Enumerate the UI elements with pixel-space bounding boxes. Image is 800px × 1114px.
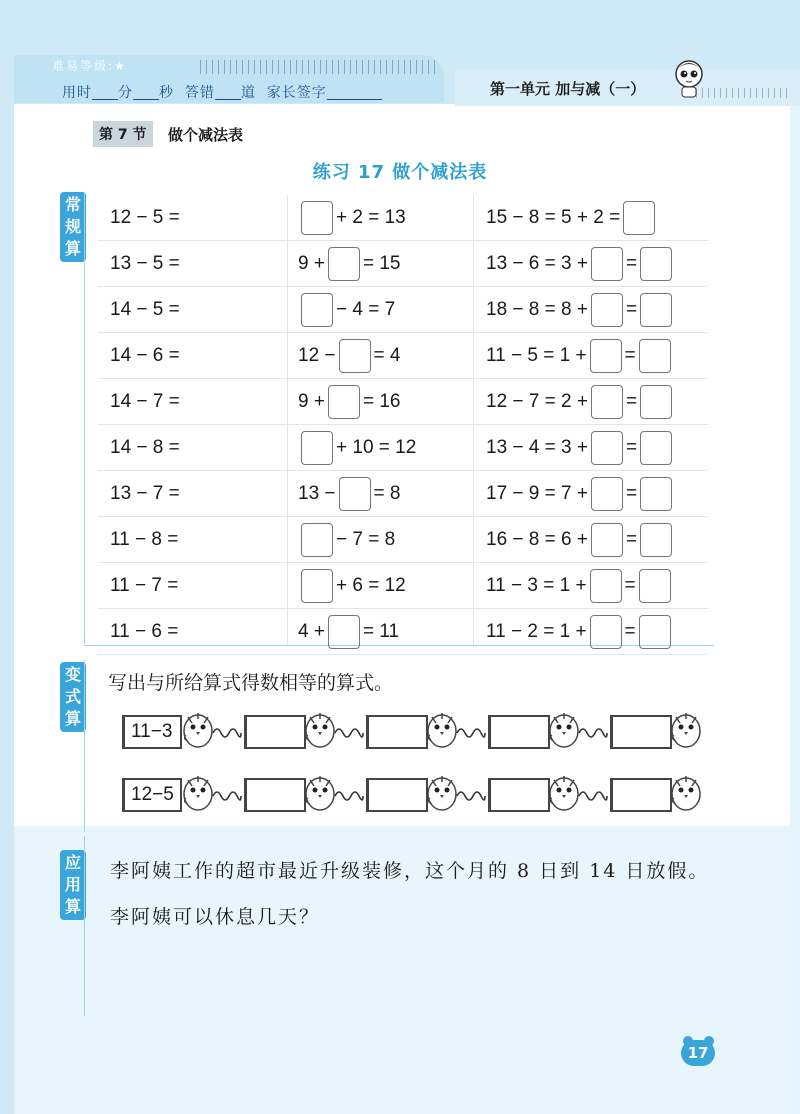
mascot-icon bbox=[672, 58, 706, 98]
expression-text: = bbox=[625, 482, 638, 504]
expression-text: 13 − 4 = 3 + bbox=[486, 436, 588, 458]
answer-box[interactable] bbox=[610, 715, 672, 749]
col1-expression bbox=[110, 241, 218, 286]
expression-text: 11 − 8 = bbox=[110, 528, 179, 550]
table-row bbox=[98, 333, 708, 379]
expression-text: 11 − 2 = 1 + bbox=[486, 620, 587, 642]
expression-text: 13 − bbox=[298, 482, 336, 504]
unit-title: 第一单元 加与减（一） bbox=[490, 80, 646, 98]
table-row bbox=[98, 471, 708, 517]
bird-icon bbox=[180, 772, 216, 812]
ruler-ticks bbox=[200, 60, 440, 74]
squiggle-connector bbox=[212, 788, 242, 804]
exercise-title: 练习 17 做个减法表 bbox=[312, 162, 488, 183]
answer-box[interactable] bbox=[640, 431, 672, 465]
expression-text: 13 − 6 = 3 + bbox=[486, 252, 588, 274]
bird-icon bbox=[668, 709, 704, 749]
col2-expression bbox=[298, 517, 395, 562]
answer-box[interactable] bbox=[366, 715, 428, 749]
bird-icon bbox=[180, 709, 216, 749]
answer-box[interactable] bbox=[640, 477, 672, 511]
expression-text: = 16 bbox=[362, 390, 401, 412]
wrong-unit-label: 道 bbox=[240, 85, 256, 101]
expression-text: 15 − 8 = 5 + 2 = bbox=[486, 206, 621, 228]
squiggle-connector bbox=[578, 725, 608, 741]
col2-expression bbox=[298, 195, 406, 240]
expression-text: 14 − 6 = bbox=[110, 344, 180, 366]
col1-expression bbox=[110, 517, 216, 562]
subtraction-table bbox=[98, 195, 708, 655]
col3-expression bbox=[486, 609, 674, 654]
answer-box[interactable] bbox=[639, 339, 671, 373]
answer-box[interactable] bbox=[328, 247, 360, 281]
expression-text: 18 − 8 = 8 + bbox=[486, 298, 588, 320]
right-margin-band bbox=[790, 104, 800, 1114]
col1-expression bbox=[110, 609, 216, 654]
expression-text: 13 − 5 = bbox=[110, 252, 180, 274]
answer-box[interactable] bbox=[591, 523, 623, 557]
col3-expression bbox=[486, 241, 675, 286]
expression-text: − 7 = 8 bbox=[336, 528, 396, 550]
left-margin-band bbox=[0, 104, 14, 1114]
squiggle-connector bbox=[578, 788, 608, 804]
bird-icon bbox=[668, 772, 704, 812]
bird-icon bbox=[546, 772, 582, 812]
table-row bbox=[98, 563, 708, 609]
col1-expression bbox=[110, 333, 218, 378]
expression-text: = bbox=[625, 298, 638, 320]
minutes-label: 分 bbox=[118, 85, 133, 101]
col1-expression bbox=[110, 563, 216, 608]
answer-box[interactable] bbox=[623, 201, 655, 235]
timing-line bbox=[62, 82, 382, 102]
bird-icon bbox=[302, 772, 338, 812]
answer-box[interactable] bbox=[339, 339, 371, 373]
col2-expression bbox=[298, 241, 400, 286]
expression-text: = bbox=[624, 574, 636, 596]
col2-expression bbox=[298, 333, 400, 378]
table-row bbox=[98, 379, 708, 425]
wrong-count-blank[interactable] bbox=[215, 85, 241, 100]
time-used-label: 用时 bbox=[62, 85, 92, 101]
expression-text: 13 − 7 = bbox=[110, 482, 180, 504]
expression-text: = 15 bbox=[362, 252, 401, 274]
expression-text: = 11 bbox=[362, 620, 400, 642]
page-number: 17 bbox=[681, 1040, 715, 1066]
bird-icon bbox=[302, 709, 338, 749]
col2-expression bbox=[298, 379, 400, 424]
answer-box[interactable] bbox=[301, 431, 333, 465]
expression-text: = bbox=[625, 390, 638, 412]
answer-box[interactable] bbox=[591, 431, 623, 465]
bird-icon bbox=[546, 709, 582, 749]
parent-signature-blank[interactable] bbox=[327, 85, 382, 100]
expression-text: 12 − 7 = 2 + bbox=[486, 390, 588, 412]
expression-text: = bbox=[625, 252, 638, 274]
table-row bbox=[98, 425, 708, 471]
expression-text: = bbox=[624, 344, 636, 366]
expression-text: 11 − 6 = bbox=[110, 620, 179, 642]
table-row bbox=[98, 241, 708, 287]
col2-expression bbox=[298, 425, 416, 470]
col3-expression bbox=[486, 471, 675, 516]
col1-expression bbox=[110, 287, 218, 332]
expression-text: 11 − 5 = 1 + bbox=[486, 344, 587, 366]
expression-text: = bbox=[625, 436, 638, 458]
expression-text: + 2 = 13 bbox=[336, 206, 406, 228]
col2-expression bbox=[298, 471, 400, 516]
equation-chain-2 bbox=[118, 778, 718, 818]
expression-text: 14 − 5 = bbox=[110, 298, 180, 320]
squiggle-connector bbox=[212, 725, 242, 741]
answer-box[interactable] bbox=[590, 615, 622, 649]
answer-box[interactable] bbox=[366, 778, 428, 812]
answer-box[interactable] bbox=[591, 293, 623, 327]
expression-text: − 4 = 7 bbox=[336, 298, 396, 320]
answer-box[interactable] bbox=[640, 385, 672, 419]
regular-calc-label: 常规算 bbox=[60, 192, 86, 262]
chain-start-expression: 12−5 bbox=[122, 778, 182, 812]
col3-expression bbox=[486, 517, 675, 562]
answer-box[interactable] bbox=[591, 477, 623, 511]
expression-text: 4 + bbox=[298, 620, 325, 642]
squiggle-connector bbox=[334, 788, 364, 804]
expression-text: + 10 = 12 bbox=[336, 436, 417, 458]
answer-box[interactable] bbox=[301, 569, 333, 603]
expression-text: 17 − 9 = 7 + bbox=[486, 482, 588, 504]
answer-box[interactable] bbox=[591, 385, 623, 419]
answer-box[interactable] bbox=[339, 477, 371, 511]
col3-expression bbox=[486, 425, 675, 470]
answer-box[interactable] bbox=[301, 201, 333, 235]
answer-box[interactable] bbox=[488, 778, 550, 812]
answer-box[interactable] bbox=[590, 339, 622, 373]
expression-text: 12 − bbox=[298, 344, 336, 366]
word-problem: 李阿姨工作的超市最近升级装修，这个月的 8 日到 14 日放假。李阿姨可以休息几天？ bbox=[110, 860, 710, 928]
minutes-blank[interactable] bbox=[92, 85, 118, 100]
squiggle-connector bbox=[456, 725, 486, 741]
section-name: 做个减法表 bbox=[168, 126, 244, 144]
expression-text: = bbox=[625, 528, 638, 550]
variant-calc-label: 变式算 bbox=[60, 662, 86, 732]
col1-expression bbox=[110, 471, 218, 516]
col2-expression bbox=[298, 563, 406, 608]
variant-frame-line bbox=[84, 660, 85, 832]
table-row bbox=[98, 195, 708, 241]
wrong-label: 答错 bbox=[184, 85, 215, 101]
expression-text: 14 − 8 = bbox=[110, 436, 180, 458]
expression-text: 16 − 8 = 6 + bbox=[486, 528, 588, 550]
applied-frame-line bbox=[84, 836, 85, 1016]
equation-chain-1 bbox=[118, 715, 718, 755]
col3-expression bbox=[486, 333, 674, 378]
table-row bbox=[98, 287, 708, 333]
section-tag: 第 7 节 bbox=[93, 121, 153, 147]
seconds-blank[interactable] bbox=[133, 85, 159, 100]
bird-icon bbox=[424, 772, 460, 812]
expression-text: 14 − 7 = bbox=[110, 390, 180, 412]
squiggle-connector bbox=[456, 788, 486, 804]
col1-expression bbox=[110, 195, 218, 240]
difficulty-level: 难易等级:★ bbox=[52, 59, 127, 73]
answer-box[interactable] bbox=[244, 715, 306, 749]
table-row bbox=[98, 609, 708, 655]
expression-text: + 6 = 12 bbox=[336, 574, 406, 596]
table-row bbox=[98, 517, 708, 563]
regular-frame-line bbox=[84, 192, 85, 644]
answer-box[interactable] bbox=[328, 615, 360, 649]
expression-text: = 4 bbox=[373, 344, 401, 366]
expression-text: 9 + bbox=[298, 252, 325, 274]
chain-start-expression: 11−3 bbox=[122, 715, 182, 749]
answer-box[interactable] bbox=[488, 715, 550, 749]
answer-box[interactable] bbox=[301, 293, 333, 327]
expression-text: 11 − 7 = bbox=[110, 574, 179, 596]
expression-text: 12 − 5 = bbox=[110, 206, 180, 228]
answer-box[interactable] bbox=[328, 385, 360, 419]
answer-box[interactable] bbox=[640, 293, 672, 327]
answer-box[interactable] bbox=[591, 247, 623, 281]
answer-box[interactable] bbox=[639, 569, 671, 603]
expression-text: 11 − 3 = 1 + bbox=[486, 574, 587, 596]
answer-box[interactable] bbox=[590, 569, 622, 603]
answer-box[interactable] bbox=[639, 615, 671, 649]
col1-expression bbox=[110, 425, 218, 470]
variant-question: 写出与所给算式得数相等的算式。 bbox=[108, 672, 394, 694]
col3-expression bbox=[486, 287, 675, 332]
expression-text: = bbox=[624, 620, 636, 642]
answer-box[interactable] bbox=[640, 523, 672, 557]
col3-expression bbox=[486, 563, 674, 608]
expression-text: = 8 bbox=[373, 482, 401, 504]
col2-expression bbox=[298, 609, 399, 654]
col2-expression bbox=[298, 287, 395, 332]
bird-icon bbox=[424, 709, 460, 749]
col1-expression bbox=[110, 379, 218, 424]
applied-calc-label: 应用算 bbox=[60, 850, 86, 920]
answer-box[interactable] bbox=[244, 778, 306, 812]
answer-box[interactable] bbox=[640, 247, 672, 281]
col3-expression bbox=[486, 379, 675, 424]
squiggle-connector bbox=[334, 725, 364, 741]
answer-box[interactable] bbox=[610, 778, 672, 812]
seconds-label: 秒 bbox=[159, 85, 174, 101]
col3-expression bbox=[486, 195, 658, 240]
answer-box[interactable] bbox=[301, 523, 333, 557]
parent-signature-label: 家长签字 bbox=[266, 85, 327, 101]
expression-text: 9 + bbox=[298, 390, 325, 412]
